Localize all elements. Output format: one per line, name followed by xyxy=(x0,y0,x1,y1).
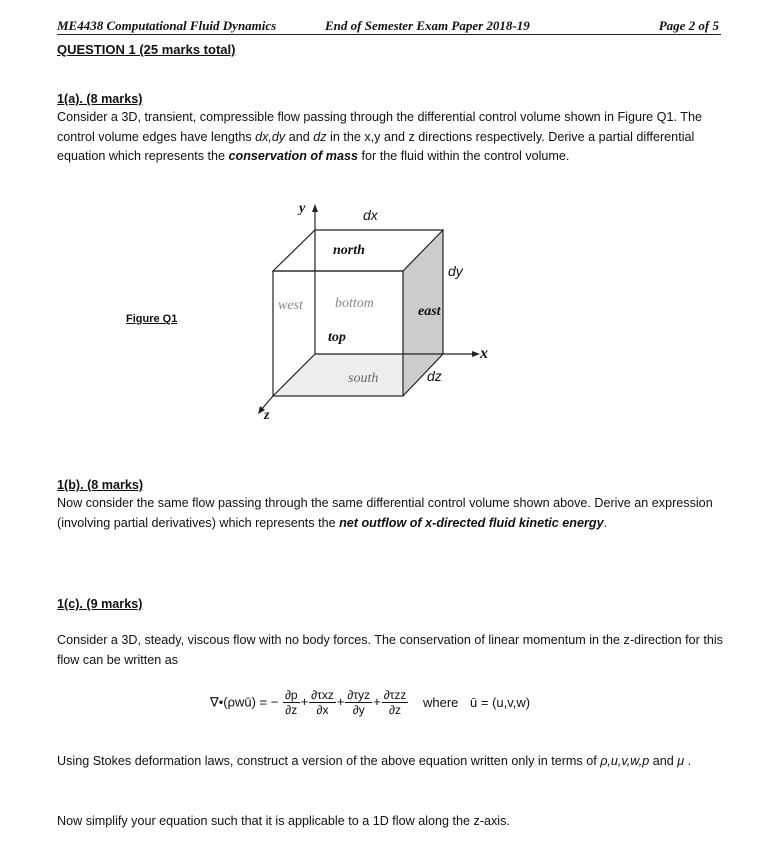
q1b-heading: 1(b). (8 marks) xyxy=(57,478,144,492)
q1c-heading: 1(c). (9 marks) xyxy=(57,597,143,611)
bottom-label: bottom xyxy=(335,296,374,311)
x-arrow-icon xyxy=(472,351,480,357)
y-label: y xyxy=(299,201,306,216)
south-label: south xyxy=(348,371,379,386)
north-label: north xyxy=(333,243,365,258)
east-label: east xyxy=(418,304,441,319)
west-label: west xyxy=(278,298,303,313)
momentum-equation: ∇•(ρwū) = − $\frac{\partial p}{\partial z}$ + $\frac{\text{∂τxz}}{\partial x}$ + $\frac{\text{∂τyz}}{\partial y}$ + $\frac{\text{∂τzz}}{\partial z}$ where ū = (u,v,w) xyxy=(210,688,531,717)
q1a-text: Consider a 3D, transient, compressible flow passing through the differential control volume shown in Figure Q1. The control volume edges have lengths dx,dy and dz in the x,y and z directions respectively. Derive a partial differential equation which represents the conservation of mass for the fluid within the control volume. xyxy=(57,110,702,163)
q1c-simplify-text: Now simplify your equation such that it is applicable to a 1D flow along the z-axis. xyxy=(57,814,510,828)
q1b-text: Now consider the same flow passing through the same differential control volume shown above. Derive an expression (involving partial derivatives) which represents the net outflow of x-directed fluid kinetic energy. xyxy=(57,496,713,530)
question-title: QUESTION 1 (25 marks total) xyxy=(57,42,236,57)
dy-label: dy xyxy=(448,263,463,279)
q1c-stokes-text: Using Stokes deformation laws, construct a version of the above equation written only in terms of ρ,u,v,w,p and μ . xyxy=(57,754,692,768)
z-label: z xyxy=(264,408,270,423)
top-label: top xyxy=(328,330,346,345)
y-arrow-icon xyxy=(312,204,318,212)
q1a-heading: 1(a). (8 marks) xyxy=(57,92,143,106)
page-number: Page 2 of 5 xyxy=(658,18,719,33)
x-label: x xyxy=(480,345,488,362)
exam-title: End of Semester Exam Paper 2018-19 xyxy=(325,18,530,33)
dz-label: dz xyxy=(427,368,442,384)
figure-caption: Figure Q1 xyxy=(126,313,178,325)
course-title: ME4438 Computational Fluid Dynamics xyxy=(57,18,277,33)
dx-label: dx xyxy=(363,207,378,223)
q1c-text: Consider a 3D, steady, viscous flow with no body forces. The conservation of linear momentum in the z-direction for this flow can be written as xyxy=(57,633,723,667)
